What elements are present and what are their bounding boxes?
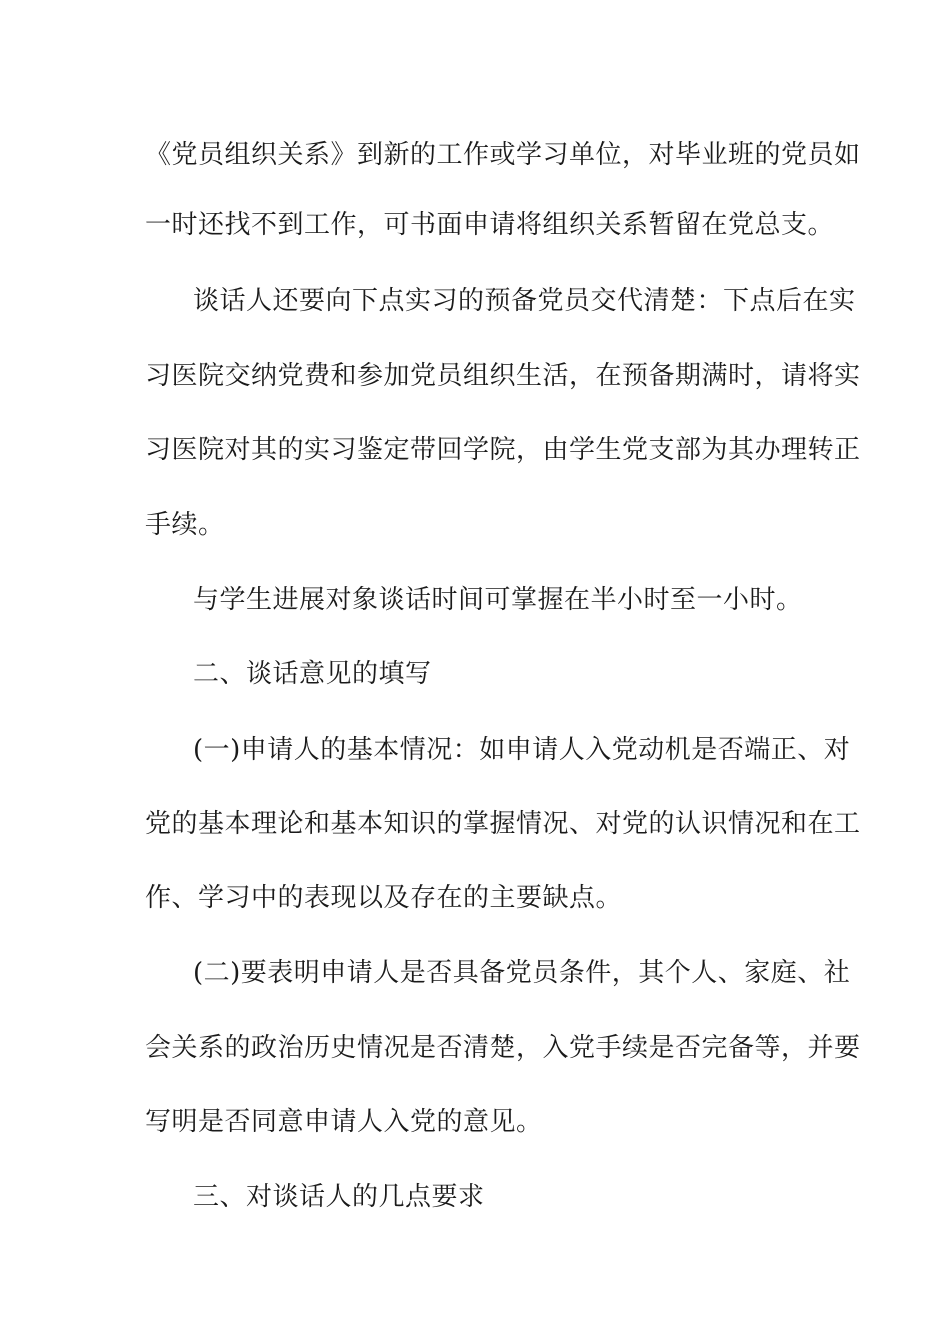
paragraph-line: 写明是否同意申请人入党的意见。 — [145, 1107, 543, 1137]
paragraph-line: (一)申请人的基本情况：如申请人入党动机是否端正、对 — [193, 735, 851, 765]
section-heading: 二、谈话意见的填写 — [193, 659, 432, 689]
paragraph-line: 作、学习中的表现以及存在的主要缺点。 — [145, 883, 623, 913]
paragraph-line: 党的基本理论和基本知识的掌握情况、对党的认识情况和在工 — [145, 809, 861, 839]
paragraph-line: 《党员组织关系》到新的工作或学习单位，对毕业班的党员如 — [145, 140, 861, 170]
paragraph-line: 习医院对其的实习鉴定带回学院，由学生党支部为其办理转正 — [145, 435, 861, 465]
paragraph-line: 与学生进展对象谈话时间可掌握在半小时至一小时。 — [193, 585, 803, 615]
paragraph-line: 谈话人还要向下点实习的预备党员交代清楚：下点后在实 — [193, 286, 856, 316]
paragraph-line: 习医院交纳党费和参加党员组织生活，在预备期满时，请将实 — [145, 361, 861, 391]
paragraph-line: 会关系的政治历史情况是否清楚，入党手续是否完备等，并要 — [145, 1033, 861, 1063]
paragraph-line: 一时还找不到工作，可书面申请将组织关系暂留在党总支。 — [145, 210, 835, 240]
section-heading: 三、对谈话人的几点要求 — [193, 1182, 485, 1212]
paragraph-line: (二)要表明申请人是否具备党员条件，其个人、家庭、社 — [193, 958, 851, 988]
paragraph-line: 手续。 — [145, 510, 225, 540]
